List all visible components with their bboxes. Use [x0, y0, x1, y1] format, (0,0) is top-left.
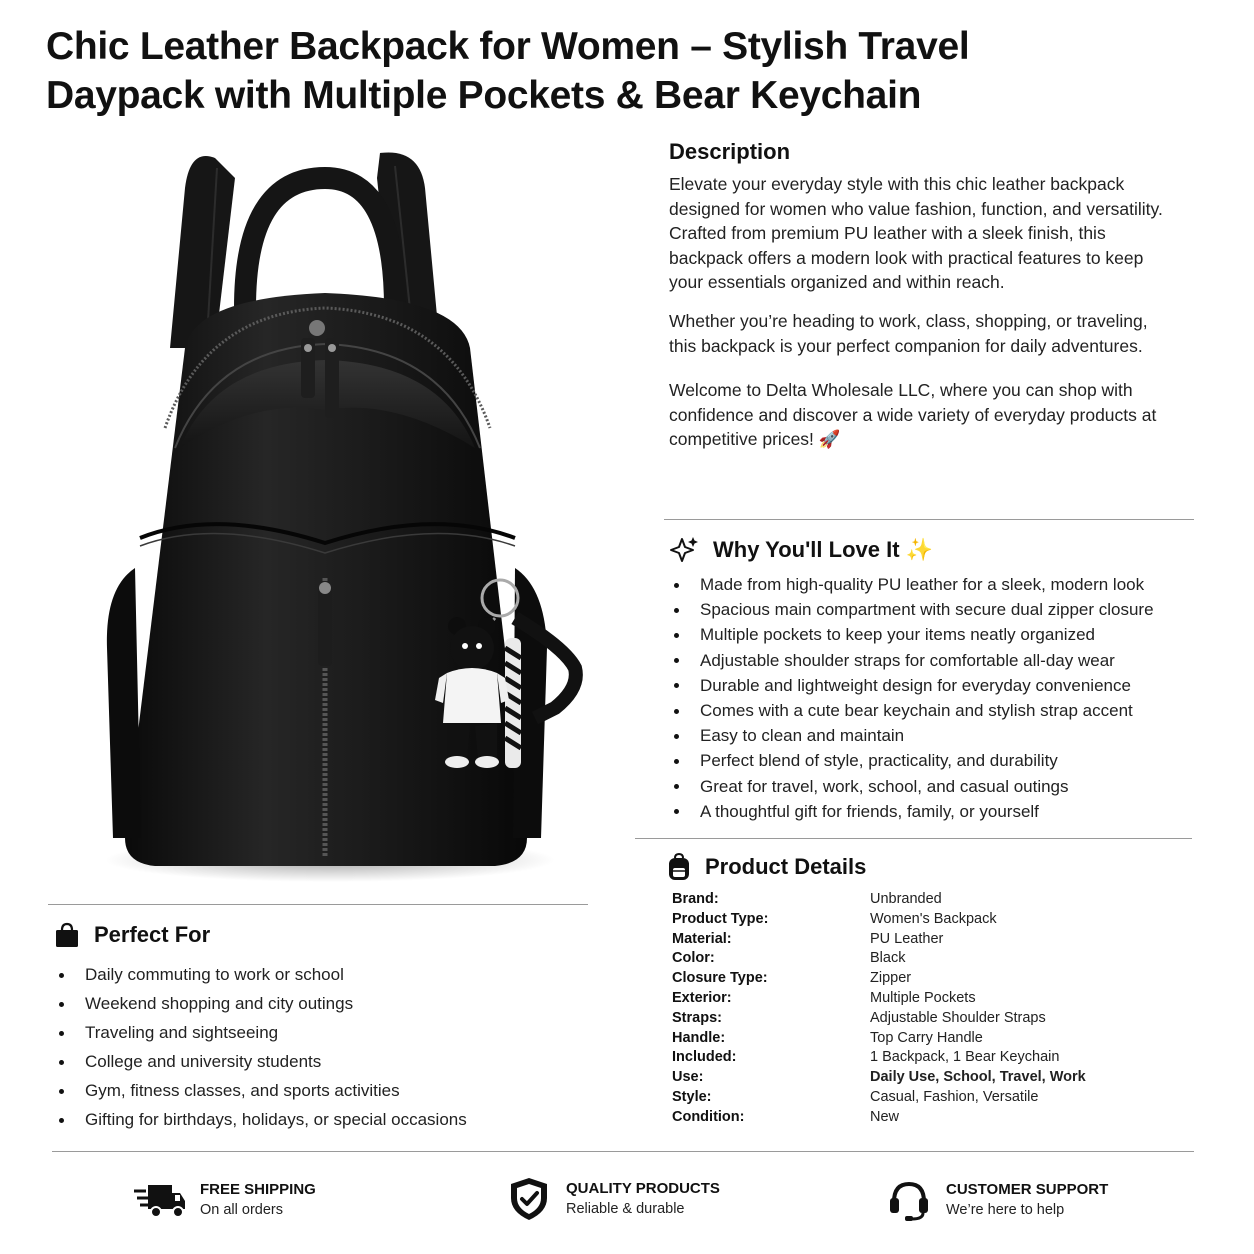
why-heading-row	[669, 535, 933, 565]
description-heading: Description	[669, 139, 791, 164]
list-item: Made from high-quality PU leather for a sleek, modern look	[670, 572, 1154, 597]
feature-subtitle: We’re here to help	[946, 1202, 1065, 1218]
backpack-product-image	[95, 148, 590, 888]
list-item: Easy to clean and maintain	[670, 723, 1154, 748]
detail-label: Style:	[672, 1088, 712, 1105]
list-item: Gym, fitness classes, and sports activities	[55, 1076, 467, 1105]
list-item: Traveling and sightseeing	[55, 1018, 467, 1047]
details-heading-row	[667, 853, 866, 881]
feature-title: FREE SHIPPING	[200, 1181, 316, 1198]
details-table	[672, 890, 1152, 1128]
list-item: College and university students	[55, 1047, 467, 1076]
table-row	[672, 949, 1152, 969]
shopping-bag-icon	[54, 922, 80, 948]
details-heading: Product Details	[705, 854, 867, 879]
table-row	[672, 890, 1152, 910]
table-row	[672, 910, 1152, 930]
detail-value: Zipper	[870, 970, 912, 987]
table-row	[672, 1088, 1152, 1108]
table-row	[672, 930, 1152, 950]
detail-label: Product Type:	[672, 910, 769, 927]
feature-subtitle: On all orders	[200, 1202, 284, 1218]
list-item: Daily commuting to work or school	[55, 960, 467, 989]
table-row	[672, 1048, 1152, 1068]
detail-label: Condition:	[672, 1108, 745, 1125]
list-item: Great for travel, work, school, and casual outings	[670, 774, 1154, 799]
feature-title: CUSTOMER SUPPORT	[946, 1181, 1109, 1198]
perfect-for-list	[55, 960, 467, 1134]
table-row	[672, 969, 1152, 989]
detail-value: Unbranded	[870, 891, 942, 907]
detail-label: Use:	[672, 1069, 704, 1086]
detail-label: Handle:	[672, 1029, 726, 1046]
divider	[52, 1151, 1194, 1152]
detail-value: Women's Backpack	[870, 910, 997, 927]
list-item: Comes with a cute bear keychain and stylish strap accent	[670, 698, 1154, 723]
list-item: Adjustable shoulder straps for comfortable all-day wear	[670, 648, 1154, 673]
list-item: Weekend shopping and city outings	[55, 989, 467, 1018]
feature-quality-products	[508, 1176, 720, 1222]
detail-value: Casual, Fashion, Versatile	[870, 1088, 1039, 1105]
detail-value: Multiple Pockets	[870, 989, 976, 1006]
backpack-icon	[667, 853, 691, 881]
list-item: Perfect blend of style, practicality, and durability	[670, 748, 1154, 773]
sparkle-star-icon	[669, 535, 699, 565]
shield-check-icon	[508, 1176, 550, 1222]
detail-value: New	[870, 1108, 900, 1125]
feature-free-shipping	[134, 1180, 316, 1220]
description-paragraph: Welcome to Delta Wholesale LLC, where you can shop with confidence and discover a wide variety of everyday products at competitive prices! 🚀	[669, 380, 1157, 450]
delivery-truck-icon	[134, 1181, 186, 1219]
list-item: Gifting for birthdays, holidays, or special occasions	[55, 1105, 467, 1134]
detail-value: Black	[870, 950, 906, 967]
divider	[664, 519, 1194, 520]
product-title: Chic Leather Backpack for Women – Stylish Travel Daypack with Multiple Pockets & Bear Keychain	[46, 25, 970, 117]
detail-label: Straps:	[672, 1009, 722, 1026]
detail-label: Closure Type:	[672, 970, 768, 987]
list-item: Durable and lightweight design for everyday convenience	[670, 673, 1154, 698]
why-heading: Why You'll Love It ✨	[713, 537, 934, 562]
detail-value: Adjustable Shoulder Straps	[870, 1009, 1046, 1026]
why-list	[670, 572, 1154, 824]
detail-value: PU Leather	[870, 930, 944, 947]
feature-title: QUALITY PRODUCTS	[566, 1180, 720, 1197]
detail-label: Brand:	[672, 891, 719, 907]
table-row	[672, 1029, 1152, 1049]
headset-icon	[888, 1178, 930, 1222]
list-item: A thoughtful gift for friends, family, or yourself	[670, 799, 1154, 824]
list-item: Multiple pockets to keep your items neatly organized	[670, 622, 1154, 647]
perfect-for-heading-row	[54, 921, 210, 949]
divider	[48, 904, 588, 905]
detail-label: Material:	[672, 930, 732, 947]
detail-label: Exterior:	[672, 989, 732, 1006]
table-row	[672, 1068, 1152, 1088]
description-section	[669, 138, 1169, 466]
description-paragraph: Whether you’re heading to work, class, shopping, or traveling, this backpack is your perfect companion for daily adventures.	[669, 310, 1148, 356]
table-row	[672, 1009, 1152, 1029]
detail-value: Top Carry Handle	[870, 1029, 983, 1046]
detail-value: Daily Use, School, Travel, Work	[870, 1069, 1086, 1086]
list-item: Spacious main compartment with secure dual zipper closure	[670, 597, 1154, 622]
detail-value: 1 Backpack, 1 Bear Keychain	[870, 1049, 1060, 1066]
description-paragraph: Elevate your everyday style with this chic leather backpack designed for women who value fashion, function, and versatility. Crafted from premium PU leather with a sleek finish, this backpack offers a modern look with practical features to keep your essentials organized and within reach.	[669, 174, 1163, 293]
detail-label: Included:	[672, 1049, 737, 1066]
feature-customer-support	[888, 1178, 1108, 1222]
feature-subtitle: Reliable & durable	[566, 1201, 685, 1217]
perfect-for-heading: Perfect For	[94, 922, 211, 947]
table-row	[672, 1108, 1152, 1128]
detail-label: Color:	[672, 950, 715, 967]
divider	[635, 838, 1192, 839]
table-row	[672, 989, 1152, 1009]
